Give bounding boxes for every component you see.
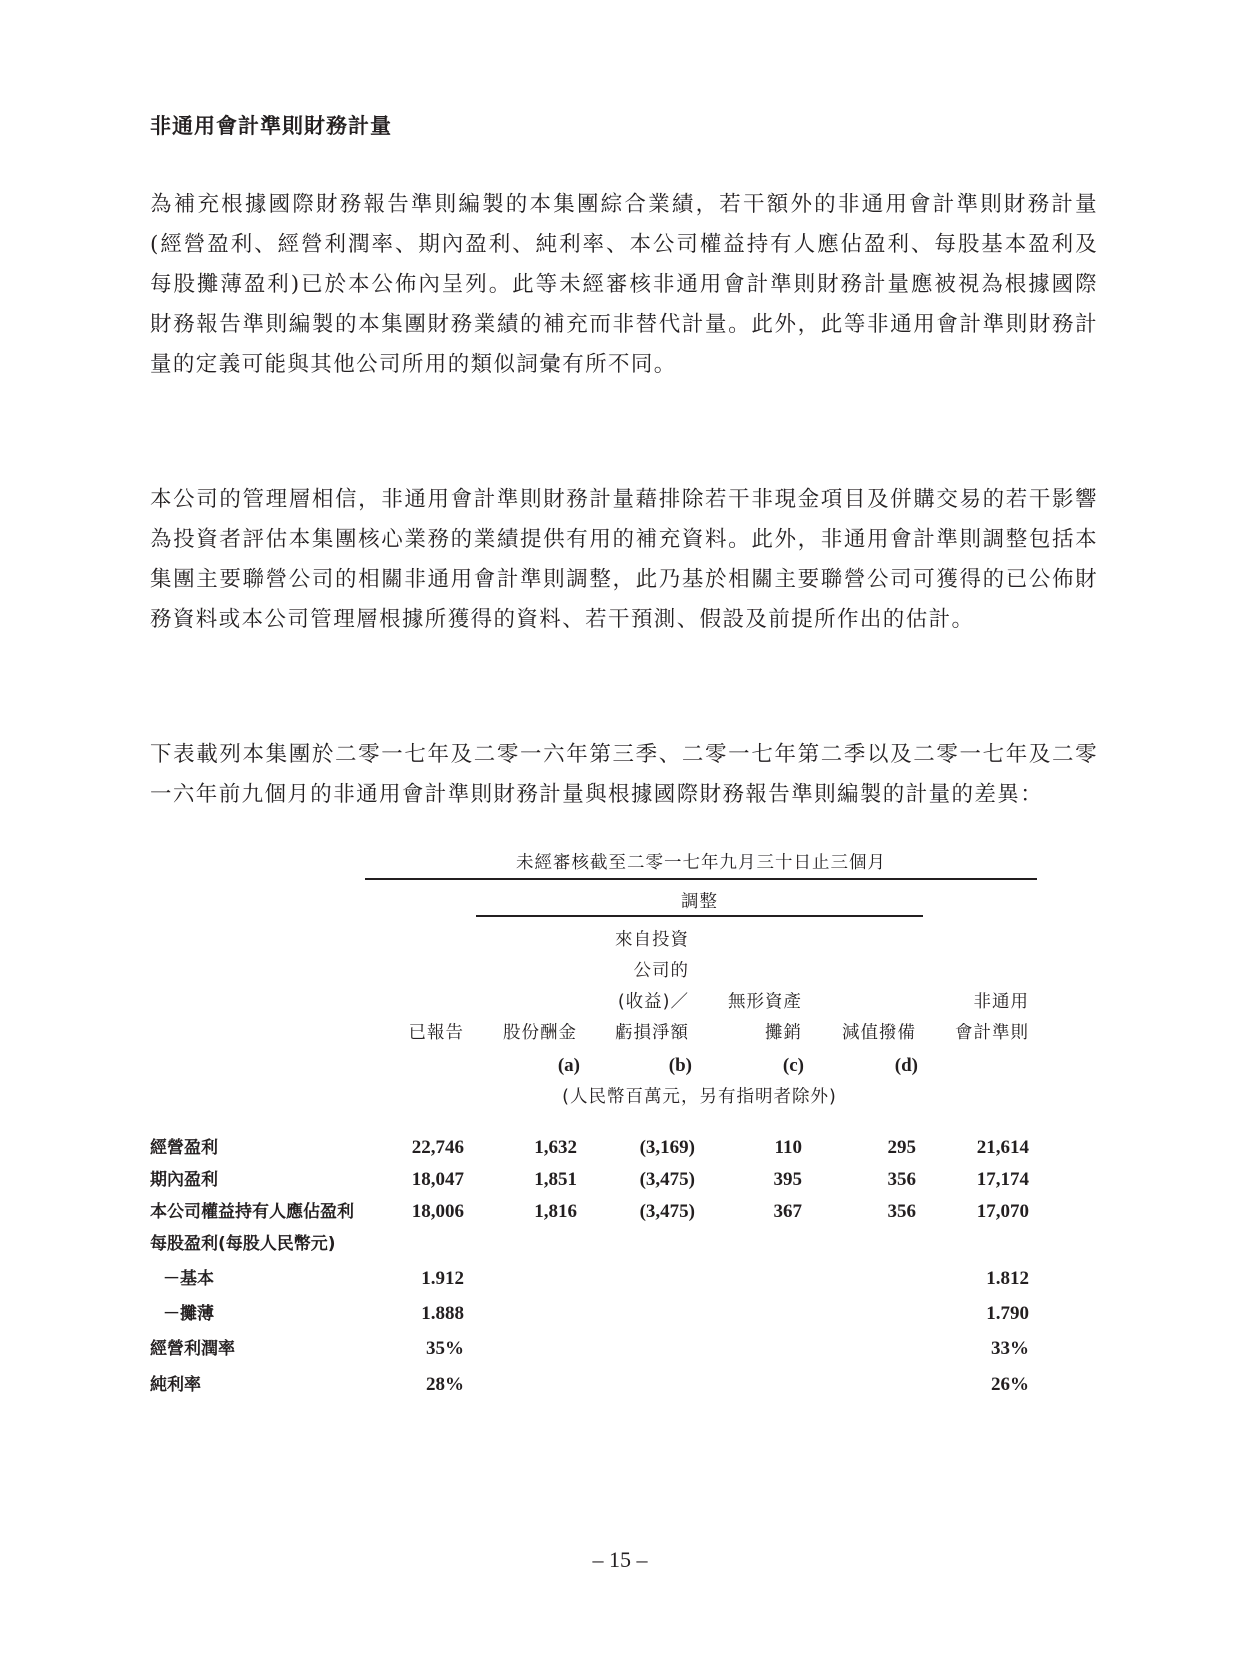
cell-value: 356 xyxy=(887,1201,916,1222)
row-label-eps-diluted: －攤薄 xyxy=(163,1304,214,1324)
cell-value: 26% xyxy=(991,1374,1029,1395)
cell-value: 22,746 xyxy=(411,1137,464,1158)
col-investee-line1: 來自投資 xyxy=(615,930,689,950)
col-share-compensation: 股份酬金 xyxy=(503,1023,577,1043)
cell-value: 295 xyxy=(887,1137,916,1158)
cell-value: (3,475) xyxy=(639,1201,695,1222)
paragraph-table-intro: 下表載列本集團於二零一七年及二零一六年第三季、二零一七年第二季以及二零一七年及二零一六年前九個月的非通用會計準則財務計量與根據國際財務報告準則編製的計量的差異： xyxy=(150,742,1098,807)
cell-value: 1.812 xyxy=(986,1268,1029,1289)
cell-value: 395 xyxy=(773,1169,802,1190)
cell-value: (3,475) xyxy=(639,1169,695,1190)
cell-value: 35% xyxy=(426,1338,464,1359)
col-amortisation-line2: 攤銷 xyxy=(765,1023,802,1043)
note-b: (b) xyxy=(668,1055,692,1076)
adjustments-underline xyxy=(476,915,923,917)
col-non-gaap-line2: 會計準則 xyxy=(955,1023,1029,1043)
row-label-eps-basic: －基本 xyxy=(163,1269,214,1289)
col-investee-line4: 虧損淨額 xyxy=(615,1023,689,1043)
cell-value: 17,070 xyxy=(976,1201,1029,1222)
section-heading: 非通用會計準則財務計量 xyxy=(150,114,392,138)
row-label-operating-margin: 經營利潤率 xyxy=(150,1339,235,1359)
cell-value: 33% xyxy=(991,1338,1029,1359)
col-non-gaap-line1: 非通用 xyxy=(973,992,1029,1012)
cell-value: 110 xyxy=(774,1137,802,1158)
cell-value: 28% xyxy=(426,1374,464,1395)
col-investee-line3: (收益)／ xyxy=(617,992,689,1012)
page-number: – 15 – xyxy=(592,1547,648,1572)
cell-value: 1,816 xyxy=(534,1201,577,1222)
paragraph-intro: 為補充根據國際財務報告準則編製的本集團綜合業績，若干額外的非通用會計準則財務計量(經營盈利、經營利潤率、期內盈利、純利率、本公司權益持有人應佔盈利、每股基本盈利及每股攤薄盈利)已於本公佈內呈列。此等未經審核非通用會計準則財務計量應被視為根據國際財務報告準則編製的本集團財務業績的補充而非替代計量。此外，此等非通用會計準則財務計量的定義可能與其他公司所用的類似詞彙有所不同。 xyxy=(150,192,1098,377)
cell-value: 1.790 xyxy=(986,1303,1029,1324)
col-reported: 已報告 xyxy=(408,1023,464,1043)
cell-value: (3,169) xyxy=(639,1137,695,1158)
cell-value: 356 xyxy=(887,1169,916,1190)
cell-value: 1,632 xyxy=(534,1137,577,1158)
cell-value: 1.912 xyxy=(421,1268,464,1289)
row-label-eps: 每股盈利(每股人民幣元) xyxy=(150,1234,336,1254)
col-amortisation-line1: 無形資產 xyxy=(728,992,802,1012)
cell-value: 18,047 xyxy=(411,1169,464,1190)
row-label-operating-profit: 經營盈利 xyxy=(150,1138,218,1158)
cell-value: 1,851 xyxy=(534,1169,577,1190)
note-c: (c) xyxy=(782,1055,804,1076)
adjustments-header: 調整 xyxy=(681,892,718,912)
unit-note: (人民幣百萬元，另有指明者除外) xyxy=(562,1087,837,1107)
note-a: (a) xyxy=(557,1055,580,1076)
cell-value: 18,006 xyxy=(411,1201,464,1222)
cell-value: 1.888 xyxy=(421,1303,464,1324)
col-impairment: 減值撥備 xyxy=(842,1023,916,1043)
col-investee-line2: 公司的 xyxy=(633,961,689,981)
cell-value: 21,614 xyxy=(976,1137,1029,1158)
row-label-profit-to-equity-holders: 本公司權益持有人應佔盈利 xyxy=(150,1202,354,1222)
cell-value: 367 xyxy=(773,1201,802,1222)
row-label-profit-for-period: 期內盈利 xyxy=(150,1170,218,1190)
period-underline xyxy=(365,878,1037,880)
table-period-header: 未經審核截至二零一七年九月三十日止三個月 xyxy=(516,853,886,873)
paragraph-management-view: 本公司的管理層相信，非通用會計準則財務計量藉排除若干非現金項目及併購交易的若干影響為投資者評估本集團核心業務的業績提供有用的補充資料。此外，非通用會計準則調整包括本集團主要聯營公司的相關非通用會計準則調整，此乃基於相關主要聯營公司可獲得的已公佈財務資料或本公司管理層根據所獲得的資料、若干預測、假設及前提所作出的估計。 xyxy=(150,487,1098,632)
cell-value: 17,174 xyxy=(976,1169,1029,1190)
note-d: (d) xyxy=(894,1055,918,1076)
row-label-net-margin: 純利率 xyxy=(150,1375,201,1395)
